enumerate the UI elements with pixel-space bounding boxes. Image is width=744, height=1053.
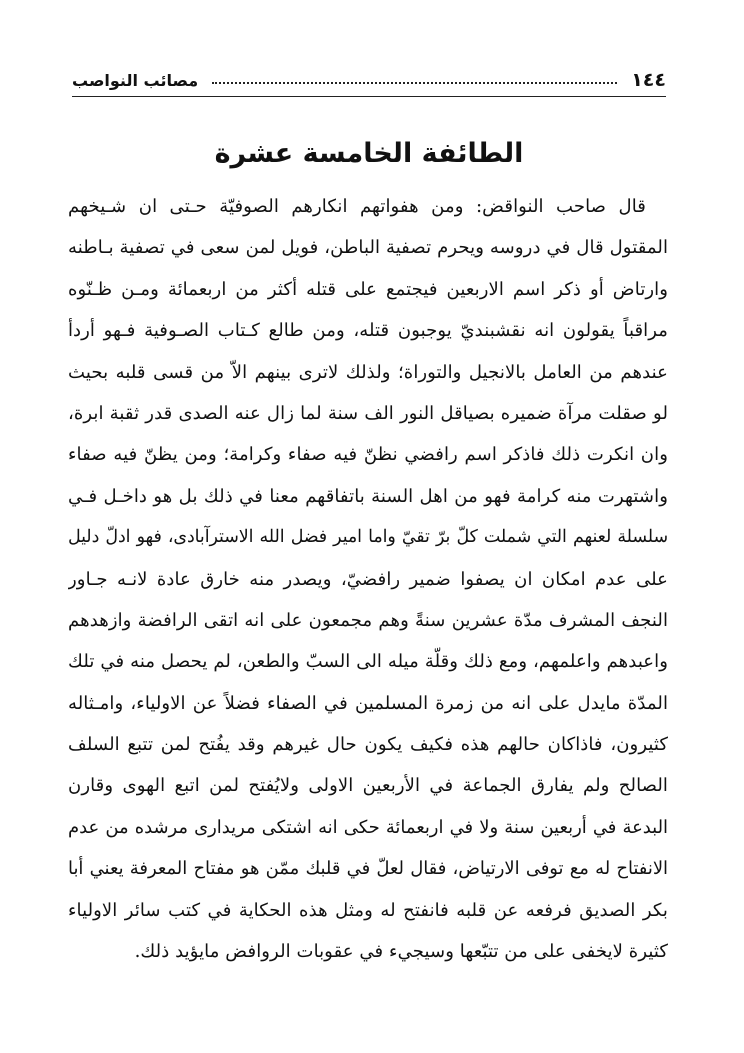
text-line: مراقباً يقولون انه نقشبنديّ يوجبون قتله، ومن طالع كـتاب الصـوفية فـهو أردأ (68, 320, 668, 342)
section-title: الطائفة الخامسة عشرة (214, 138, 524, 169)
text-line: كثيرة لايخفى على من تتبّعها وسيجيء في عقوبات الروافض مايؤيد ذلك. (134, 941, 668, 963)
running-title: مصائب النواصب (72, 70, 199, 90)
text-line: سلسلة لعنهم التي شملت كلّ برّ تقيّ واما امير فضل الله الاسترآبادى، فهو ادلّ دليل (68, 527, 668, 548)
text-line: بكر الصديق فرفعه عن قلبه فانفتح له ومثل هذه الحكاية في كتب سائر الاولياء (68, 899, 668, 921)
text-line: واشتهرت منه كرامة فهو من اهل السنة باتفاقهم معنا في ذلك بل هو داخـل فـي (68, 485, 668, 507)
text-line: الصالح ولم يفارق الجماعة في الأربعين الاولى ولايُفتح لمن اتبع الهوى وقارن (68, 775, 668, 797)
text-line: المدّة مايدل على انه من زمرة المسلمين في الصفاء فضلاً عن الاولياء، وامـثاله (68, 692, 668, 714)
text-line: واعبدهم واعلمهم، ومع ذلك وقلّة ميله الى السبّ والطعن، لم يحصل منه في تلك (68, 651, 668, 673)
text-line: كثيرون، فاذاكان حالهم هذه فكيف يكون حال غيرهم وقد يفُتح لمن تتبع السلف (68, 734, 668, 756)
text-line: النجف المشرف مدّة عشرين سنةً وهم مجمعون على انه اتقى الرافضة وازهدهم (68, 609, 668, 631)
text-line: الانفتاح له مع توفى الارتياض، فقال لعلّ في قلبك ممّن هو مفتاح المعرفة يعني أبا (68, 858, 668, 880)
text-line: البدعة في أربعين سنة ولا في اربعمائة حكى انه اشتكى مريدارى مرشده من عدم (68, 816, 668, 838)
text-line: عندهم من العامل بالانجيل والتوراة؛ ولذلك لاترى بينهم الاّ من قسى قلبه بحيث (68, 361, 668, 383)
body-text (68, 186, 668, 972)
text-line: وان انكرت ذلك فاذكر اسم رافضي نظنّ فيه صفاء وكرامة؛ ومن يظنّ فيه صفاء (68, 444, 668, 466)
page-number: ١٤٤ (631, 69, 666, 91)
running-header (72, 66, 666, 94)
text-line: لو صقلت مرآة ضميره بصياقل النور الف سنة لما زال عنه الصدى قدر ثقبة ابرة، (68, 402, 668, 424)
text-line: وارتاض أو ذكر اسم الاربعين فيجتمع على قتله أكثر من اربعمائة ومـن ظـنّوه (68, 278, 668, 300)
text-line: المقتول قال في دروسه ويحرم تصفية الباطن، فويل لمن سعى في تصفية بـاطنه (68, 237, 668, 259)
text-line: قال صاحب النواقض: ومن هفواتهم انكارهم الصوفيّة حـتى ان شـيخهم (68, 196, 646, 217)
text-line: على عدم امكان ان يصفوا ضمير رافضيّ، ويصدر منه خارق عادة لانـه جـاور (68, 568, 668, 590)
header-divider (72, 96, 666, 97)
header-dot-leader (212, 82, 617, 84)
